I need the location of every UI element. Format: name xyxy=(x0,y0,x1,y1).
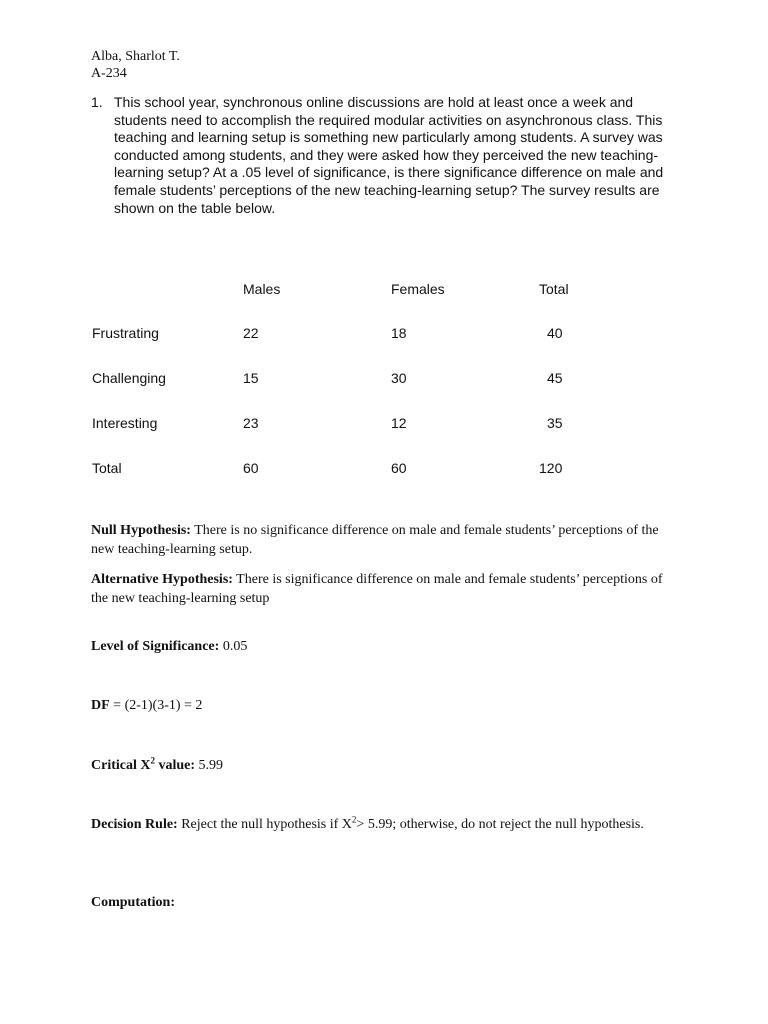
table-cell: 35 xyxy=(547,415,563,431)
table-cell: 23 xyxy=(243,415,259,431)
null-hypothesis-text: There is no significance difference on male and female students’ perceptions of the new teaching-learning setup. xyxy=(91,523,659,557)
student-section: A-234 xyxy=(91,66,127,81)
table-cell: 60 xyxy=(391,460,407,476)
critical-value-number: 5.99 xyxy=(195,758,224,773)
table-cell: 30 xyxy=(391,370,407,386)
table-header-males: Males xyxy=(243,281,281,297)
decision-rule-superscript: 2 xyxy=(351,814,357,825)
decision-rule-label: Decision Rule: xyxy=(91,817,178,832)
table-cell: 12 xyxy=(391,415,407,431)
significance-label: Level of Significance: xyxy=(91,639,220,654)
df-label: DF xyxy=(91,698,110,713)
table-cell: 120 xyxy=(539,460,563,476)
computation-label: Computation: xyxy=(91,895,176,910)
df-formula: = (2-1)(3-1) = 2 xyxy=(109,698,203,713)
question-number: 1. xyxy=(91,94,103,110)
critical-label-text: Critical X xyxy=(91,758,151,773)
alternative-hypothesis xyxy=(91,571,681,608)
student-name: Alba, Sharlot T. xyxy=(91,49,180,64)
row-label-challenging: Challenging xyxy=(92,370,166,386)
null-hypothesis xyxy=(91,522,681,559)
critical-label xyxy=(91,755,196,773)
table-header-females: Females xyxy=(391,281,445,297)
table-cell: 15 xyxy=(243,370,259,386)
table-cell: 18 xyxy=(391,325,407,341)
table-cell: 60 xyxy=(243,460,259,476)
row-label-total: Total xyxy=(92,460,122,476)
level-of-significance xyxy=(91,638,681,657)
critical-label-suffix: value: xyxy=(154,758,196,773)
computation-heading xyxy=(91,894,681,913)
null-hypothesis-label: Null Hypothesis: xyxy=(91,523,191,538)
critical-superscript: 2 xyxy=(150,755,155,766)
alternative-hypothesis-label: Alternative Hypothesis: xyxy=(91,572,233,587)
significance-value: 0.05 xyxy=(219,639,248,654)
table-header-total: Total xyxy=(539,281,569,297)
table-cell: 45 xyxy=(547,370,563,386)
decision-rule xyxy=(91,816,681,835)
question-text: This school year, synchronous online discussions are hold at least once a week and students need to accomplish the required modular activities on asynchronous class. This teaching and learning setup is something new particularly among students. A survey was conducted among students, and they were asked how they perceived the new teaching-learning setup? At a .05 level of significance, is there significance difference on male and female students’ perceptions of the new teaching-learning setup? The survey results are shown on the table below. xyxy=(114,94,664,216)
table-cell: 40 xyxy=(547,325,563,341)
row-label-interesting: Interesting xyxy=(92,415,158,431)
decision-rule-text: Reject the null hypothesis if X xyxy=(177,817,352,832)
table-cell: 22 xyxy=(243,325,259,341)
alternative-hypothesis-text: There is significance difference on male and female students’ perceptions of the new teaching-learning setup xyxy=(91,572,663,606)
student-header xyxy=(91,48,391,82)
degrees-of-freedom xyxy=(91,697,681,716)
critical-value xyxy=(91,757,681,776)
row-label-frustrating: Frustrating xyxy=(92,325,159,341)
decision-rule-text-end: > 5.99; otherwise, do not reject the null hypothesis. xyxy=(356,817,644,832)
